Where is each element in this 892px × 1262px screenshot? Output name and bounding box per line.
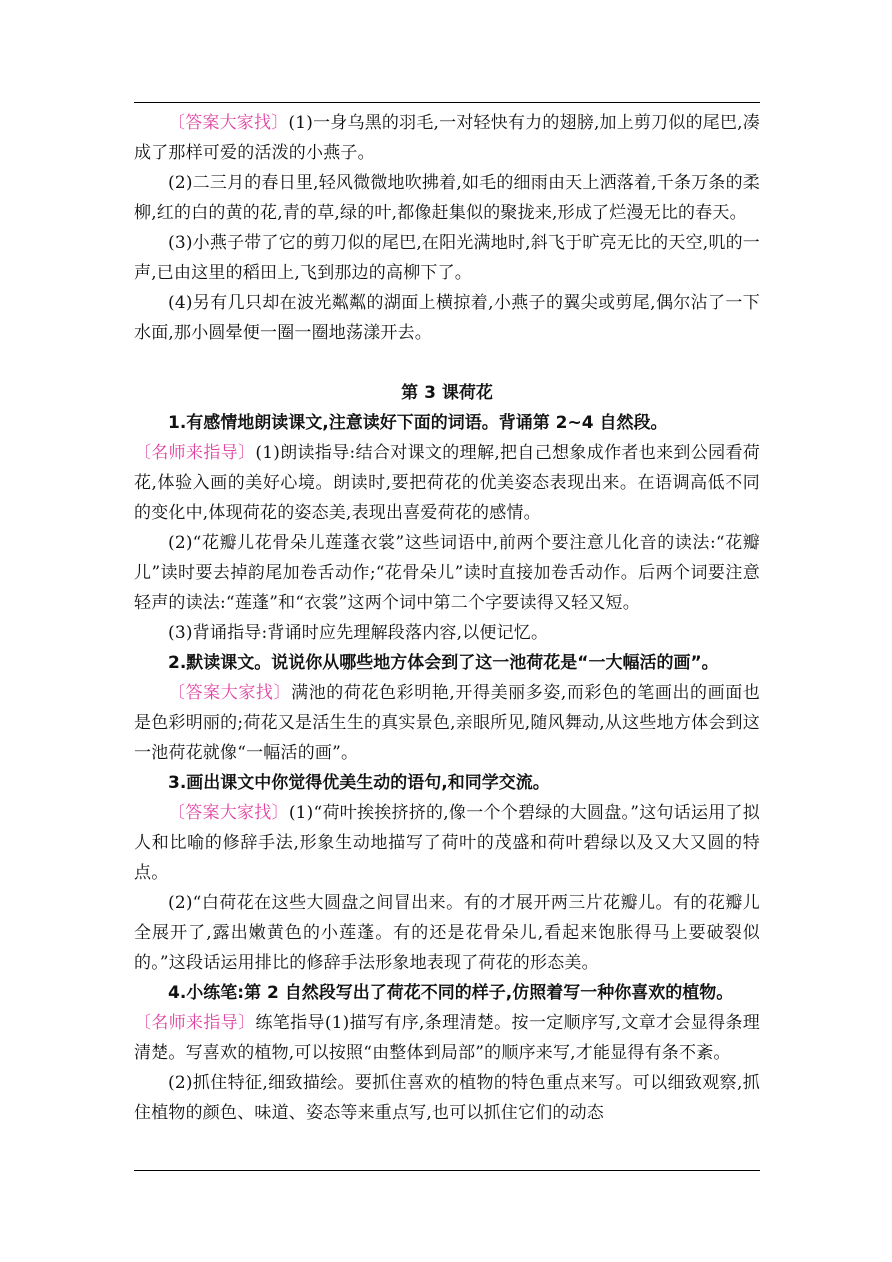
question-4: 4.小练笔:第 2 自然段写出了荷花不同的样子,仿照着写一种你喜欢的植物。 (168, 983, 734, 1003)
q3-answer-1: 〔答案大家找〕(1)“荷叶挨挨挤挤的,像一个个碧绿的大圆盘。”这句话运用了拟人和比喻的修辞手法,形象生动地描写了荷叶的茂盛和荷叶碧绿以及又大又圆的特点。 (134, 803, 760, 883)
answer-paragraph-2: (2)二三月的春日里,轻风微微地吹拂着,如毛的细雨由天上洒落着,千条万条的柔柳,红的白的黄的花,青的草,绿的叶,都像赶集似的聚拢来,形成了烂漫无比的春天。 (134, 173, 760, 223)
teacher-guide-tag: 〔名师来指导〕 (134, 1013, 256, 1033)
q1-answer-2: (2)“花瓣儿花骨朵儿莲蓬衣裳”这些词语中,前两个要注意儿化音的读法:“花瓣儿”读时要去掉韵尾加卷舌动作;“花骨朵儿”读时直接加卷舌动作。后两个词要注意轻声的读法:“莲蓬”和“衣裳”这两个词中第二个字要读得又轻又短。 (134, 533, 760, 613)
question-2: 2.默读课文。说说你从哪些地方体会到了这一池荷花是“一大幅活的画”。 (168, 653, 719, 673)
answer-tag: 〔答案大家找〕 (168, 683, 292, 703)
teacher-guide-tag: 〔名师来指导〕 (134, 443, 256, 463)
top-rule (134, 102, 760, 103)
answer-paragraph-1: 〔答案大家找〕(1)一身乌黑的羽毛,一对轻快有力的翅膀,加上剪刀似的尾巴,凑成了那样可爱的活泼的小燕子。 (134, 113, 760, 163)
answer-paragraph-4: (4)另有几只却在波光粼粼的湖面上横掠着,小燕子的翼尖或剪尾,偶尔沾了一下水面,那小圆晕便一圈一圈地荡漾开去。 (134, 293, 760, 343)
q1-answer-1: 〔名师来指导〕(1)朗读指导:结合对课文的理解,把自己想象成作者也来到公园看荷花,体验入画的美好心境。朗读时,要把荷花的优美姿态表现出来。在语调高低不同的变化中,体现荷花的姿态美,表现出喜爱荷花的感情。 (134, 443, 760, 523)
q2-answer: 〔答案大家找〕满池的荷花色彩明艳,开得美丽多姿,而彩色的笔画出的画面也是色彩明丽的;荷花又是活生生的真实景色,亲眼所见,随风舞动,从这些地方体会到这一池荷花就像“一幅活的画”。 (134, 683, 760, 763)
bottom-rule (134, 1170, 760, 1171)
page-content (134, 108, 760, 1128)
question-1: 1.有感情地朗读课文,注意读好下面的词语。背诵第 2~4 自然段。 (168, 413, 668, 433)
answer-paragraph-3: (3)小燕子带了它的剪刀似的尾巴,在阳光满地时,斜飞于旷亮无比的天空,叽的一声,已由这里的稻田上,飞到那边的高柳下了。 (134, 233, 760, 283)
question-3: 3.画出课文中你觉得优美生动的语句,和同学交流。 (168, 773, 550, 793)
q1-answer-3: (3)背诵指导:背诵时应先理解段落内容,以便记忆。 (168, 623, 549, 643)
answer-tag: 〔答案大家找〕 (168, 113, 289, 133)
answer-tag: 〔答案大家找〕 (168, 803, 289, 823)
q4-answer-1: 〔名师来指导〕练笔指导(1)描写有序,条理清楚。按一定顺序写,文章才会显得条理清楚。写喜欢的植物,可以按照“由整体到局部”的顺序来写,才能显得有条不紊。 (134, 1013, 760, 1063)
q3-answer-2: (2)“白荷花在这些大圆盘之间冒出来。有的才展开两三片花瓣儿。有的花瓣儿全展开了,露出嫩黄色的小莲蓬。有的还是花骨朵儿,看起来饱胀得马上要破裂似的。”这段话运用排比的修辞手法形象地表现了荷花的形态美。 (134, 893, 760, 973)
lesson-title: 第 3 课荷花 (401, 383, 493, 403)
q4-answer-2: (2)抓住特征,细致描绘。要抓住喜欢的植物的特色重点来写。可以细致观察,抓住植物的颜色、味道、姿态等来重点写,也可以抓住它们的动态 (134, 1073, 760, 1123)
